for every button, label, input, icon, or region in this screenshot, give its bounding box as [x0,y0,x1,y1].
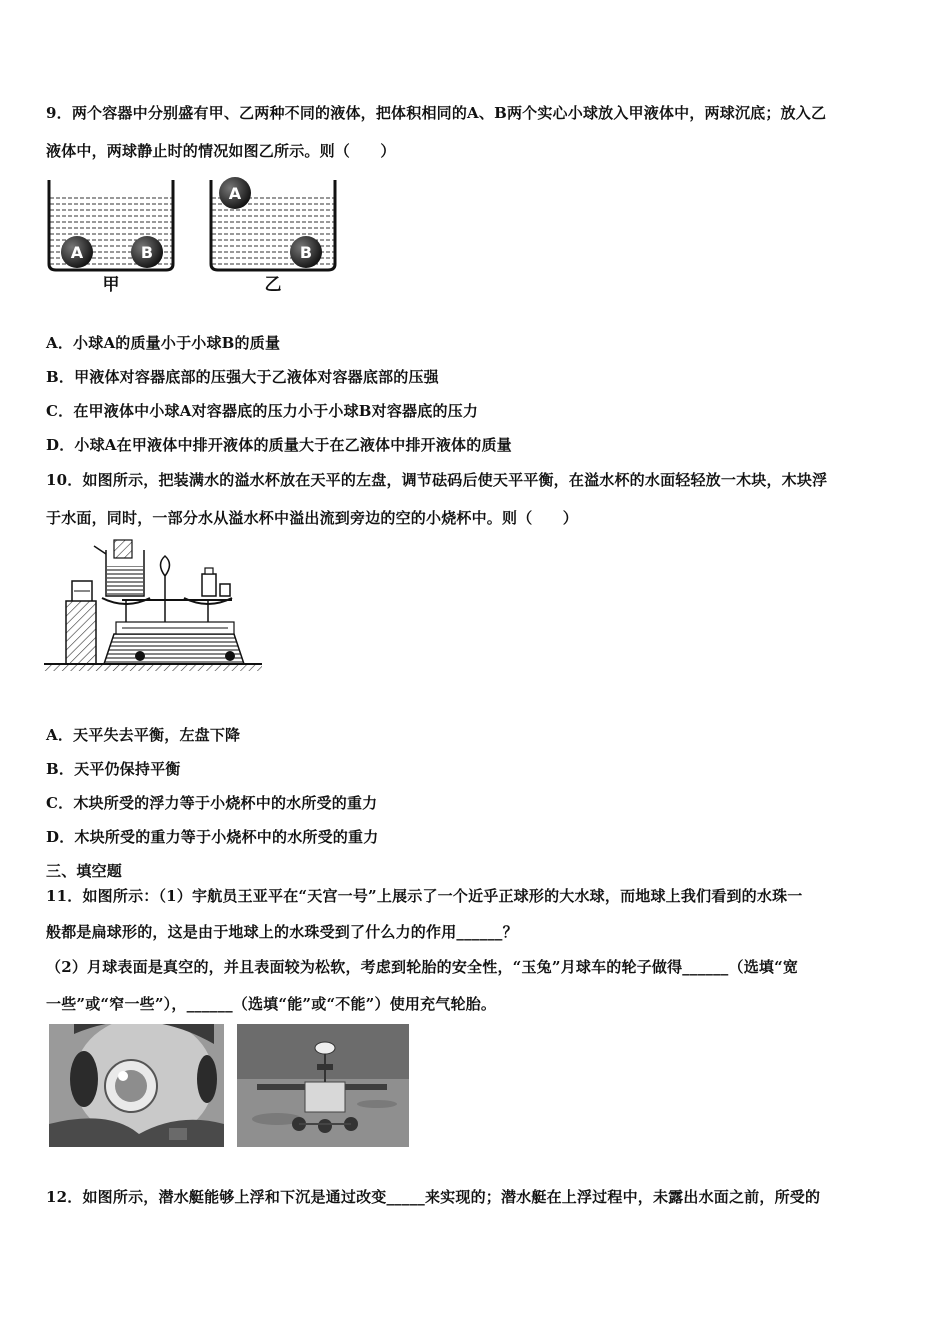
lunar-rover-photo [237,1024,409,1147]
balance-pillar [161,556,170,622]
q10-stem-line-2: 于水面，同时，一部分水从溢水杯中溢出流到旁边的空的小烧杯中。则（ ） [46,509,579,527]
q10-option-a: A．天平失去平衡，左盘下降 [46,726,241,744]
ball-b-label: B [299,243,313,262]
spout [94,546,106,554]
container-yi [211,177,335,295]
q10-stem-line-1: 10．如图所示，把装满水的溢水杯放在天平的左盘，调节砝码后使天平平衡，在溢水杯的水面轻轻放一木块，木块浮 [46,471,828,489]
q9-stem-line-1: 9．两个容器中分别盛有甲、乙两种不同的液体，把体积相同的A、B两个实心小球放入甲液体中，两球沉底；放入乙 [46,104,827,122]
q11-line-1: 11．如图所示：（1）宇航员王亚平在“天宫一号”上展示了一个近乎正球形的大水球，而地球上我们看到的水珠一 [46,887,803,905]
q11-line-3: （2）月球表面是真空的，并且表面较为松软，考虑到轮胎的安全性，“玉兔”月球车的轮子做得______（选填“宽 [46,958,799,976]
q10-option-c: C．木块所受的浮力等于小烧杯中的水所受的重力 [46,794,378,812]
ball-b-label: B [140,243,154,262]
q9-option-b: B．甲液体对容器底部的压强大于乙液体对容器底部的压强 [46,368,439,386]
q11-line-4: 一些”或“窄一些”），______（选填“能”或“不能”）使用充气轮胎。 [46,995,497,1013]
q10-balance-figure [44,536,264,676]
label-jia: 甲 [102,275,120,295]
solar-panel-right [342,1084,387,1090]
astronaut-water-ball-photo [49,1024,224,1147]
q10-option-d: D．木块所受的重力等于小烧杯中的水所受的重力 [46,828,379,846]
label-yi: 乙 [264,275,282,295]
q9-figure [44,172,344,297]
wood-block [114,540,132,558]
ball-a-label: A [70,243,84,262]
q12-line-1: 12．如图所示，潜水艇能够上浮和下沉是通过改变_____来实现的；潜水艇在上浮过程中，未露出水面之前，所受的 [46,1188,821,1206]
weight-small [220,584,230,596]
q9-option-c: C．在甲液体中小球A对容器底的压力小于小球B对容器底的压力 [46,402,479,420]
q9-stem-line-2: 液体中，两球静止时的情况如图乙所示。则（ ） [46,142,396,160]
ball-a-label: A [228,184,242,203]
q9-option-a: A．小球A的质量小于小球B的质量 [46,334,281,352]
solar-panel-left [257,1084,312,1090]
balance-base [104,634,244,664]
q9-option-d: D．小球A在甲液体中排开液体的质量大于在乙液体中排开液体的质量 [46,436,512,454]
weight-big [202,574,216,596]
stand-block [66,601,96,664]
section-title: 三、填空题 [46,862,123,880]
q11-line-2: 般都是扁球形的，这是由于地球上的水珠受到了什么力的作用______？ [46,923,518,941]
container-jia [49,180,173,295]
antenna [315,1042,335,1054]
q10-option-b: B．天平仍保持平衡 [46,760,181,778]
